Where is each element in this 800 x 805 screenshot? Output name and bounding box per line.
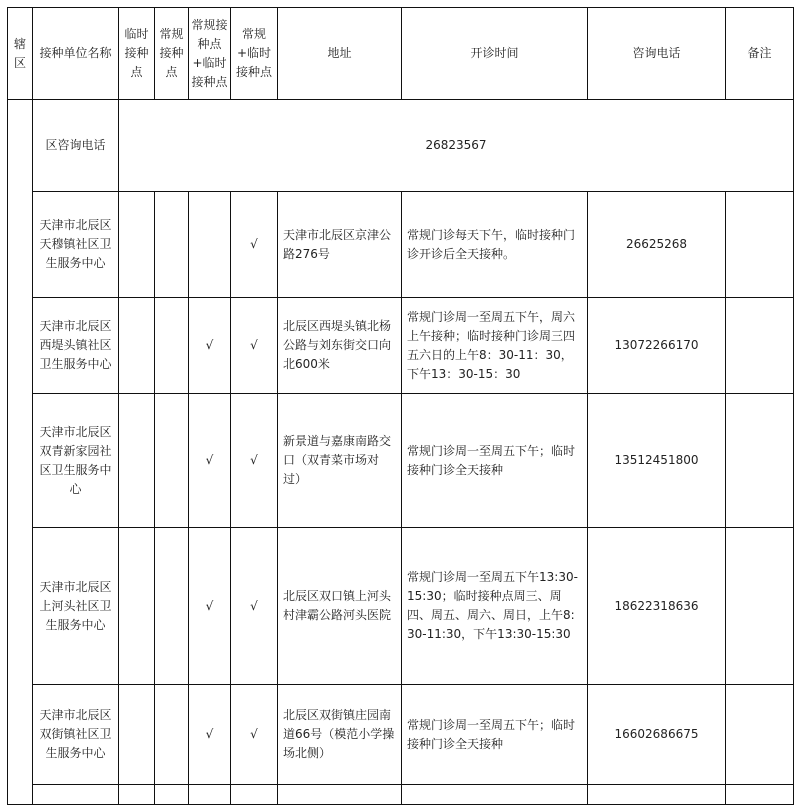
header-regular-plus-temp-point-2: 常规+临时接种点 (231, 8, 278, 100)
table-row (8, 298, 794, 394)
regular-plus-temp-cell: √ (189, 685, 231, 785)
district-hotline-number: 26823567 (119, 100, 794, 192)
regular-point-cell (155, 685, 189, 785)
hours-cell: 常规门诊周一至周五下午；临时接种门诊全天接种 (402, 685, 588, 785)
notes-cell (726, 394, 794, 528)
unit-name: 天津市北辰区西堤头镇社区卫生服务中心 (33, 298, 119, 394)
district-hotline-row (8, 100, 794, 192)
regular-plus-temp-2-cell: √ (231, 528, 278, 685)
hours-cell (402, 785, 588, 805)
phone-cell: 13512451800 (588, 394, 726, 528)
regular-plus-temp-cell: √ (189, 298, 231, 394)
phone-cell: 26625268 (588, 192, 726, 298)
header-address: 地址 (278, 8, 402, 100)
district-cell (8, 100, 33, 805)
header-unit-name: 接种单位名称 (33, 8, 119, 100)
hours-cell: 常规门诊周一至周五下午，周六上午接种；临时接种门诊周三四五六日的上午8：30-11：30，下午13：30-15：30 (402, 298, 588, 394)
header-regular-plus-temp-point: 常规接种点+临时接种点 (189, 8, 231, 100)
temp-point-cell (119, 785, 155, 805)
table-row-partial (8, 785, 794, 805)
unit-name: 天津市北辰区上河头社区卫生服务中心 (33, 528, 119, 685)
address-cell: 北辰区双口镇上河头村津霸公路河头医院 (278, 528, 402, 685)
hours-cell: 常规门诊周一至周五下午13:30-15:30；临时接种点周三、周四、周五、周六、周日，上午8:30-11:30，下午13:30-15:30 (402, 528, 588, 685)
regular-plus-temp-cell: √ (189, 528, 231, 685)
regular-plus-temp-2-cell (231, 785, 278, 805)
vaccination-sites-table (7, 7, 794, 805)
address-cell: 北辰区双街镇庄园南道66号（模范小学操场北侧） (278, 685, 402, 785)
regular-point-cell (155, 298, 189, 394)
address-cell: 新景道与嘉康南路交口（双青菜市场对过） (278, 394, 402, 528)
notes-cell (726, 685, 794, 785)
regular-point-cell (155, 192, 189, 298)
notes-cell (726, 528, 794, 685)
header-regular-point: 常规接种点 (155, 8, 189, 100)
table-row (8, 685, 794, 785)
regular-plus-temp-2-cell: √ (231, 685, 278, 785)
notes-cell (726, 192, 794, 298)
phone-cell: 13072266170 (588, 298, 726, 394)
temp-point-cell (119, 394, 155, 528)
regular-plus-temp-cell (189, 785, 231, 805)
address-cell: 北辰区西堤头镇北杨公路与刘东街交口向北600米 (278, 298, 402, 394)
table-row (8, 394, 794, 528)
temp-point-cell (119, 528, 155, 685)
temp-point-cell (119, 192, 155, 298)
hours-cell: 常规门诊周一至周五下午；临时接种门诊全天接种 (402, 394, 588, 528)
regular-plus-temp-2-cell: √ (231, 394, 278, 528)
regular-point-cell (155, 785, 189, 805)
header-phone: 咨询电话 (588, 8, 726, 100)
unit-name (33, 785, 119, 805)
regular-point-cell (155, 528, 189, 685)
header-temp-point: 临时接种点 (119, 8, 155, 100)
notes-cell (726, 298, 794, 394)
temp-point-cell (119, 298, 155, 394)
table-row (8, 528, 794, 685)
header-row (8, 8, 794, 100)
regular-plus-temp-2-cell: √ (231, 192, 278, 298)
address-cell (278, 785, 402, 805)
unit-name: 天津市北辰区双街镇社区卫生服务中心 (33, 685, 119, 785)
phone-cell: 16602686675 (588, 685, 726, 785)
table-row (8, 192, 794, 298)
address-cell: 天津市北辰区京津公路276号 (278, 192, 402, 298)
temp-point-cell (119, 685, 155, 785)
regular-plus-temp-2-cell: √ (231, 298, 278, 394)
header-notes: 备注 (726, 8, 794, 100)
unit-name: 天津市北辰区双青新家园社区卫生服务中心 (33, 394, 119, 528)
regular-plus-temp-cell (189, 192, 231, 298)
notes-cell (726, 785, 794, 805)
district-hotline-label: 区咨询电话 (33, 100, 119, 192)
phone-cell (588, 785, 726, 805)
hours-cell: 常规门诊每天下午，临时接种门诊开诊后全天接种。 (402, 192, 588, 298)
regular-plus-temp-cell: √ (189, 394, 231, 528)
header-district: 辖区 (8, 8, 33, 100)
phone-cell: 18622318636 (588, 528, 726, 685)
unit-name: 天津市北辰区天穆镇社区卫生服务中心 (33, 192, 119, 298)
header-hours: 开诊时间 (402, 8, 588, 100)
regular-point-cell (155, 394, 189, 528)
